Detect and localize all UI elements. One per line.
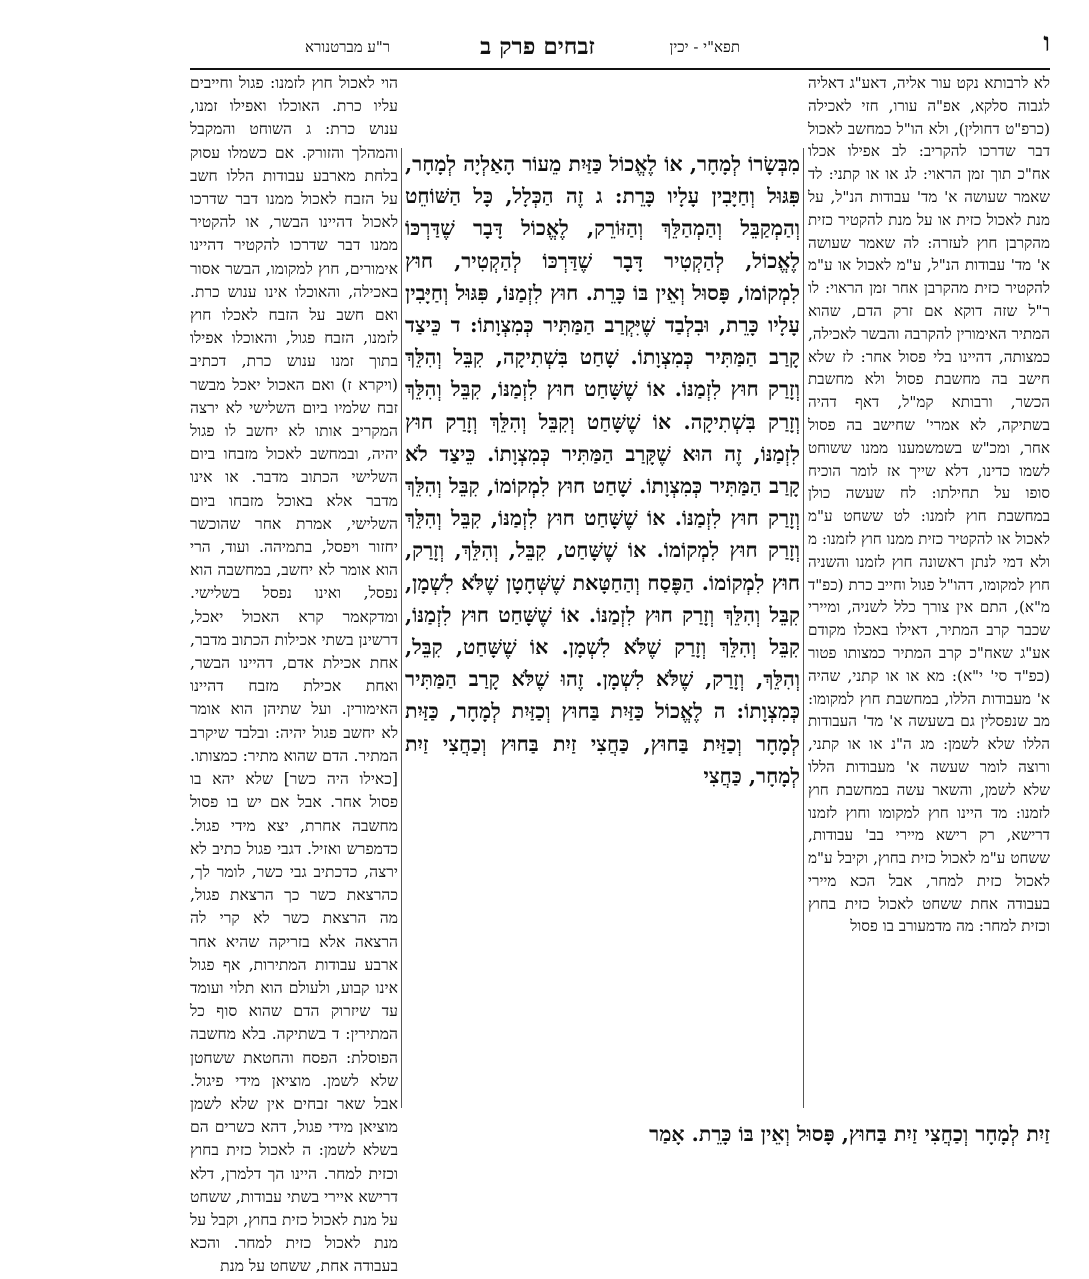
header-title: זבחים פרק ב xyxy=(480,33,595,60)
mishna-text: מִבְּשָׂרוֹ לְמָחָר, אוֹ לֶאֱכוֹל כַּזַּיִת מֵעוֹר הָאַלְיָה לְמָחָר, פִּגּוּל וְחַיָּבִין עָלָיו כָּרֵת: ג זֶה הַכְּלָל, כָּל הַשּׁוֹחֵט וְהַמְקַבֵּל וְהַמְהַלֵּךְ וְהַזּוֹרֵק, לֶאֱכוֹל דָּבָר שֶׁדַּרְכּוֹ לֶאֱכוֹל, לְהַקְטִיר דָּבָר שֶׁדַּרְכּוֹ לְהַקְטִיר, חוּץ לִמְקוֹמוֹ, פָּסוּל וְאֵין בּוֹ כָּרֵת. חוּץ לִזְמַנּוֹ, פִּגּוּל וְחַיָּבִין עָלָיו כָּרֵת, וּבִלְבַד שֶׁיִּקְרַב הַמַּתִּיר כְּמִצְוָתוֹ: ד כֵּיצַד קָרַב הַמַּתִּיר כְּמִצְוָתוֹ. שָׁחַט בִּשְׁתִיקָה, קִבֵּל וְהִלֵּךְ וְזָרַק חוּץ לִזְמַנּוֹ. אוֹ שֶׁשָּׁחַט חוּץ לִזְמַנּוֹ, קִבֵּל וְהִלֵּךְ וְזָרַק בִּשְׁתִיקָה. אוֹ שֶׁשָּׁחַט וְקִבֵּל וְהִלֵּךְ וְזָרַק חוּץ לִזְמַנּוֹ, זֶה הוּא שֶׁקָּרַב הַמַּתִּיר כְּמִצְוָתוֹ. כֵּיצַד לֹא קָרַב הַמַּתִּיר כְּמִצְוָתוֹ. שָׁחַט חוּץ לִמְקוֹמוֹ, קִבֵּל וְהִלֵּךְ וְזָרַק חוּץ לִזְמַנּוֹ. אוֹ שֶׁשָּׁחַט חוּץ לִזְמַנּוֹ, קִבֵּל וְהִלֵּךְ וְזָרַק חוּץ לִמְקוֹמוֹ. אוֹ שֶׁשָּׁחַט, קִבֵּל, וְהִלֵּךְ, וְזָרַק, חוּץ לִמְקוֹמוֹ. הַפֶּסַח וְהַחַטָּאת שֶׁשְּׁחָטָן שֶׁלֹּא לִשְׁמָן, קִבֵּל וְהִלֵּךְ וְזָרַק חוּץ לִזְמַנּוֹ. אוֹ שֶׁשָּׁחַט חוּץ לִזְמַנּוֹ, קִבֵּל וְהִלֵּךְ וְזָרַק שֶׁלֹּא לִשְׁמָן. אוֹ שֶׁשָּׁחַט, קִבֵּל, וְהִלֵּךְ, וְזָרַק, שֶׁלֹּא לִשְׁמָן. זֶהוּ שֶׁלֹּא קָרַב הַמַּתִּיר כְּמִצְוָתוֹ: ה לֶאֱכוֹל כַּזַּיִת בַּחוּץ וְכַזַּיִת לְמָחָר, כַּזַּיִת לְמָחָר וְכַזַּיִת בַּחוּץ, כַּחֲצִי זַיִת בַּחוּץ וְכַחֲצִי זַיִת לְמָחָר, כַּחֲצִי xyxy=(405,152,800,788)
commentary-yachin-column xyxy=(808,72,1050,1122)
mishna-bottom-line: זַיִת לְמָחָר וְכַחֲצִי זַיִת בַּחוּץ, פָּסוּל וְאֵין בּוֹ כָּרֵת. אָמַר xyxy=(649,1122,1050,1146)
header-rule xyxy=(190,68,1050,70)
header-left-label: ר"ע מברטנורא xyxy=(305,38,391,56)
commentary-yachin-text: לא לרבותא נקט עור אליה, דאע"ג דאליה לגבוה סלקא, אפ"ה עורו, חזי לאכילה (כרפ"ט דחולין), ולא הו"ל כמחשב לאכול דבר שדרכו להקריב: לב אפילו אכלו אח"כ תוך זמן הראוי: לג או או קתני: לד שאמר שעושה א' מד' עבודות הנ"ל, על מנת לאכול כזית או על מנת להקטיר כזית מהקרבן חוץ לעזרה: לה שאמר שעושה א' מד' עבודות הנ"ל, ע"מ לאכול או ע"מ להקטיר כזית מהקרבן אחר זמן הראוי: לו ר"ל שזה דוקא אם זרק הדם, שהוא המתיר האימורין להקרבה והבשר לאכילה, כמצותה, דהיינו בלי פסול אחר: לז שלא חישב בה מחשבת פסול ולא מחשבת הכשר, ורבותא קמ"ל, דאף דהיה בשתיקה, לא אמרי' שחישב בה פסול אחר, ומכ"ש בשמשמענו ממנו ששוחט לשמו כדינו, דלא שייך אז לומר הוכיח סופו על תחילתו: לח שעשה כולן במחשבת חוץ לזמנו: לט ששחט ע"מ לאכול או להקטיר כזית ממנו חוץ לזמנו: מ ולא דמי לנתן ראשונה חוץ לזמנו והשניה חוץ למקומו, דהו"ל פגול וחייב כרת (כפ"ד מ"א), התם אין צורך כלל לשניה, ומיירי שכבר קרב המתיר, דאילו באכלו מקודם אע"ג שאח"כ קרב המתיר כמצותו פטור (כפ"ד סי' י"א): מא או או קתני, שהיה א' מעבודות הללו, במחשבת חוץ למקומו: מב שנפסלין גם בשעשה א' מד' העבודות הללו שלא לשמן: מג ה"נ או או קתני, ורוצה לומר שעשה א' מעבודות הללו שלא לשמן, והשאר עשה במחשבת חוץ לזמנו: מד היינו חוץ למקומו וחוץ לזמנו דרישא, רק רישא מיירי בב' עבודות, ששחט ע"מ לאכול כזית בחוץ, וקיבל ע"מ לאכול כזית למחר, אבל הכא מיירי בעבודה אחת ששחט לאכול כזית בחוץ וכזית למחר: מה מדמעורב בו פסול xyxy=(808,74,1050,936)
column-divider-left xyxy=(401,148,402,1108)
column-divider-right xyxy=(803,148,804,1108)
header-right-label: תפא"י - יכין xyxy=(669,38,740,56)
commentary-bartenura-text: הוי לאכול חוץ לזמנו: פגול וחייבים עליו כרת. האוכלו ואפילו זמנו, ענוש כרת: ג השוחט והמקבל והמהלך והזורק. אם כשמלו עסוק בלחת מארבע עבודות הללו חשב על הזבח לאכול ממנו דבר שדרכו לאכול דהיינו הבשר, או להקטיר ממנו דבר שדרכו להקטיר דהיינו אימורים, חוץ למקומו, הבשר אסור באכילה, והאוכלו אינו ענוש כרת. ואם חשב על הזבח לאכלו חוץ לזמנו, הזבח פגול, והאוכלו אפילו בתוך זמנו ענוש כרת, דכתיב (ויקרא ז) ואם האכול יאכל מבשר זבח שלמיו ביום השלישי לא ירצה המקריב אותו לא יחשב לו פגול יהיה, ובמחשב לאכול מזבחו ביום השלישי הכתוב מדבר. או אינו מדבר אלא באוכל מזבחו ביום השלישי, אמרת אחר שהוכשר יחזור ויפסל, בתמיהה. ועוד, הרי הוא אומר לא יחשב, במחשבה הוא נפסל, ואינו נפסל בשלישי. ומדקאמר קרא האכול יאכל, דרשינן בשתי אכילות הכתוב מדבר, אחת אכילת אדם, דהיינו הבשר, ואחת אכילת מזבח דהיינו האימורין. ועל שתיהן הוא אומר לא יחשב פגול יהיה: ובלבד שיקרב המתיר. הדם שהוא מתיר: כמצותו. [כאילו היה כשר] שלא יהא בו פסול אחר. אבל אם יש בו פסול מחשבה אחרת, יצא מידי פגול. כדמפרש ואזיל. דגבי פגול כתיב לא ירצה, כדכתיב גבי כשר, לומר לך, כהרצאת כשר כך הרצאת פגול, מה הרצאת כשר לא קרי לה הרצאה אלא בזריקה שהיא אחר ארבע עבודות המתירות, אף פגול אינו קבוע, ולעולם הוא תלוי ועומד עד שיזרוק הדם שהוא סוף כל המתירין: ד בשתיקה. בלא מחשבה הפוסלת: הפסח והחטאת ששחטן שלא לשמן. מוציאן מידי פיגול. אבל שאר זבחים אין שלא לשמן מוציאן מידי פגול, דהא כשרים הם בשלא לשמן: ה לאכול כזית בחוץ וכזית למחר. היינו הך דלמרן, דלא דרישא איירי בשתי עבודות, ששחט על מנת לאכול כזית בחוץ, וקבל על מנת לאכול כזית למחר. והכא בעבודה אחת, ששחט על מנת xyxy=(190,74,398,1276)
commentary-bartenura-column xyxy=(190,72,398,1276)
page-number: ו xyxy=(1043,28,1050,58)
mishna-column xyxy=(405,148,800,1108)
